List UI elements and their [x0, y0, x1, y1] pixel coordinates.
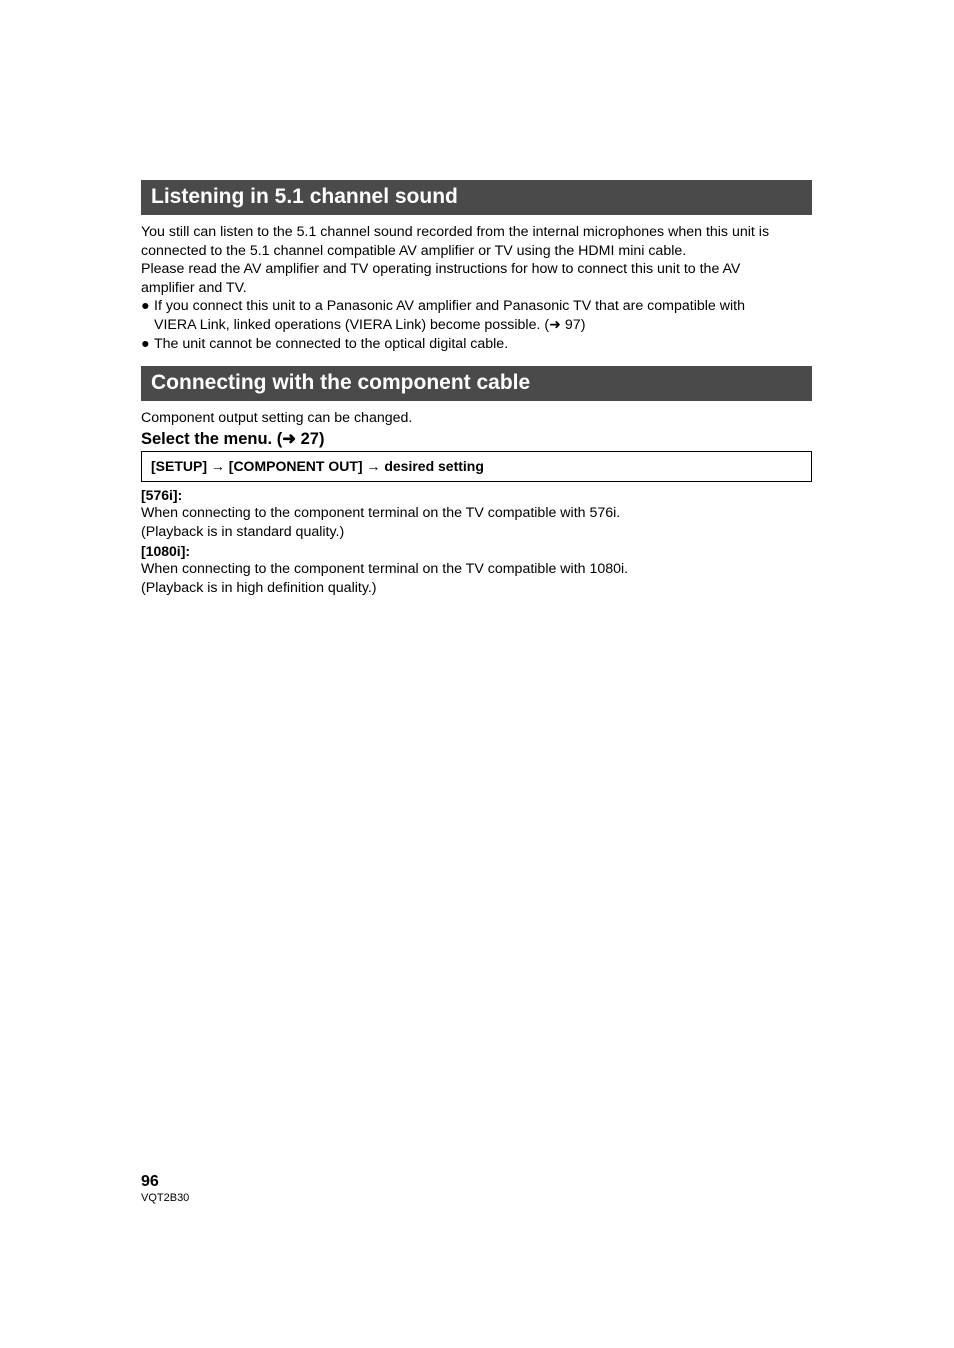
option-1080i-description — [141, 560, 812, 597]
option-576i-line-1: When connecting to the component terminal on the TV compatible with 576i. — [141, 505, 621, 522]
section-title-component-cable: Connecting with the component cable — [141, 366, 812, 401]
intro-line-1: You still can listen to the 5.1 channel sound recorded from the internal microphones when this unit is — [141, 224, 770, 240]
page-content — [141, 180, 812, 597]
bullet-viera-line-1: If you connect this unit to a Panasonic AV amplifier and Panasonic TV that are compatible with — [154, 298, 745, 315]
instructions-line-2: amplifier and TV. — [141, 279, 247, 296]
section-title-5-1-channel: Listening in 5.1 channel sound — [141, 180, 812, 215]
component-intro: Component output setting can be changed. — [141, 410, 413, 427]
page-number: 96 — [141, 1173, 159, 1190]
select-menu-heading: Select the menu. (➜ 27) — [141, 429, 325, 448]
bullet-viera-line-2: VIERA Link, linked operations (VIERA Link) become possible. (➜ 97) — [154, 316, 586, 333]
instructions-line-1: Please read the AV amplifier and TV operating instructions for how to connect this unit to the AV — [141, 261, 741, 278]
document-code: VQT2B30 — [141, 1192, 190, 1204]
intro-paragraph — [141, 223, 812, 260]
option-576i-line-2: (Playback is in standard quality.) — [141, 523, 345, 540]
bullet-icon: ● — [141, 298, 150, 315]
option-1080i-line-2: (Playback is in high definition quality.) — [141, 579, 377, 596]
menu-path-text: [SETUP] → [COMPONENT OUT] → desired setting — [151, 457, 484, 474]
page-footer — [141, 1172, 189, 1205]
bullet-viera-link — [141, 297, 812, 334]
option-1080i-label: [1080i]: — [141, 542, 191, 559]
bullet-icon: ● — [141, 335, 150, 352]
menu-path-box — [141, 451, 812, 482]
option-1080i-line-1: When connecting to the component terminal on the TV compatible with 1080i. — [141, 561, 629, 578]
intro-line-2: connected to the 5.1 channel compatible AV amplifier or TV using the HDMI mini cable. — [141, 242, 687, 259]
instructions-paragraph — [141, 260, 812, 297]
option-576i-label: [576i]: — [141, 486, 183, 503]
option-576i-description — [141, 504, 812, 541]
bullet-optical-text: The unit cannot be connected to the optical digital cable. — [154, 335, 509, 352]
bullet-optical-cable — [141, 335, 812, 354]
